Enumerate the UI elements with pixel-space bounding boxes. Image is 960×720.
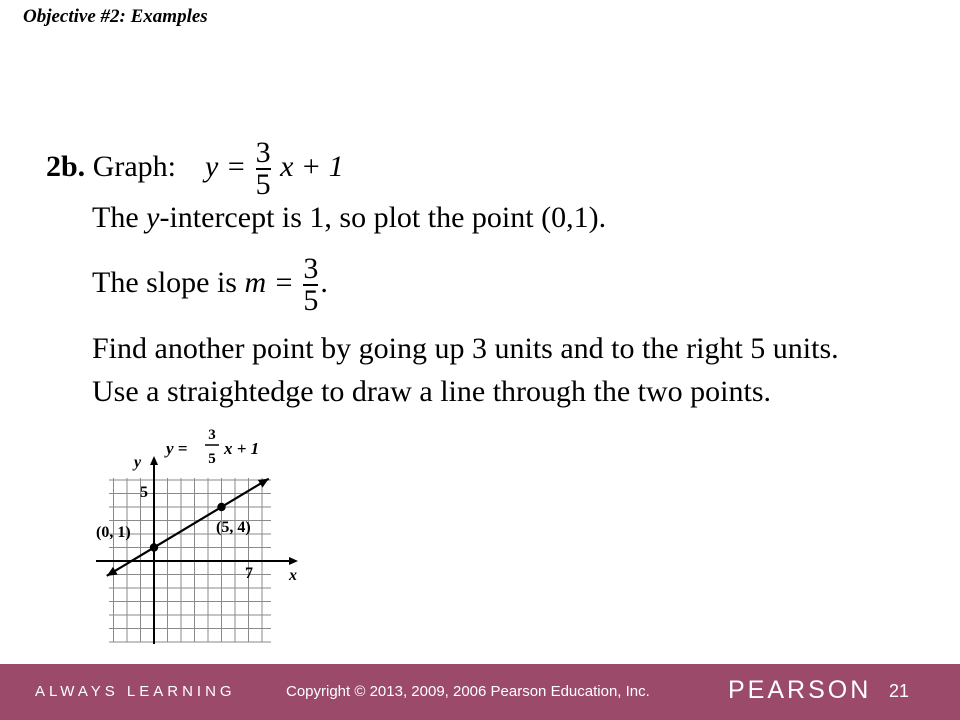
graph-eq-rhs: x + 1 <box>224 439 260 458</box>
point-b-label: (5, 4) <box>216 519 251 536</box>
problem-label: 2b. <box>46 149 86 183</box>
point-a-dot <box>150 543 158 551</box>
y-axis-arrow <box>150 456 158 465</box>
intercept-point: (0,1) <box>541 201 599 234</box>
graph-svg <box>90 416 304 648</box>
equation-rhs: x + 1 <box>280 149 344 183</box>
slide-title: Objective #2: Examples <box>23 6 208 27</box>
page-number: 21 <box>889 681 910 701</box>
intercept-period: . <box>598 201 607 234</box>
pearson-logo: PEARSON <box>728 676 872 704</box>
slope-fraction <box>303 254 318 316</box>
slope-lhs: m = <box>244 265 294 299</box>
graph-eq-lhs: y = <box>166 439 188 458</box>
equation-lhs: y = <box>205 149 247 183</box>
slope-text: The slope is <box>92 265 245 299</box>
slope-line <box>92 254 328 316</box>
x-axis-arrow <box>289 557 298 565</box>
equation-denominator: 5 <box>255 168 271 201</box>
straightedge-line: Use a straightedge to draw a line through the two points. <box>92 375 772 408</box>
intercept-var: y <box>146 201 160 234</box>
footer-tagline: ALWAYS LEARNING <box>35 683 236 700</box>
axes <box>96 456 298 644</box>
point-b-dot <box>217 503 225 511</box>
problem-line <box>46 138 344 200</box>
intercept-text-b: -intercept is 1, so plot the point <box>159 201 542 234</box>
y-tick-label: 5 <box>140 484 148 501</box>
find-point-line: Find another point by going up 3 units and to the right 5 units. <box>92 332 839 365</box>
intercept-text-a: The <box>92 201 147 234</box>
slope-numerator: 3 <box>303 252 319 285</box>
y-axis-label: y <box>134 454 142 471</box>
graph-word: Graph: <box>92 149 176 183</box>
graph-eq-num: 3 <box>208 427 216 443</box>
graph-equation <box>164 427 259 467</box>
point-a-label: (0, 1) <box>96 524 131 541</box>
x-axis-label: x <box>289 567 297 584</box>
slope-period: . <box>320 265 328 299</box>
slope-denominator: 5 <box>303 284 319 317</box>
footer-copyright: Copyright © 2013, 2009, 2006 Pearson Education, Inc. <box>286 683 650 700</box>
equation-numerator: 3 <box>255 136 271 169</box>
graph-eq-den: 5 <box>208 451 216 467</box>
x-tick-label: 7 <box>245 565 253 582</box>
footer-bar <box>0 664 960 720</box>
intercept-line <box>92 203 606 233</box>
equation-fraction <box>256 138 271 200</box>
graph-figure <box>90 416 304 648</box>
